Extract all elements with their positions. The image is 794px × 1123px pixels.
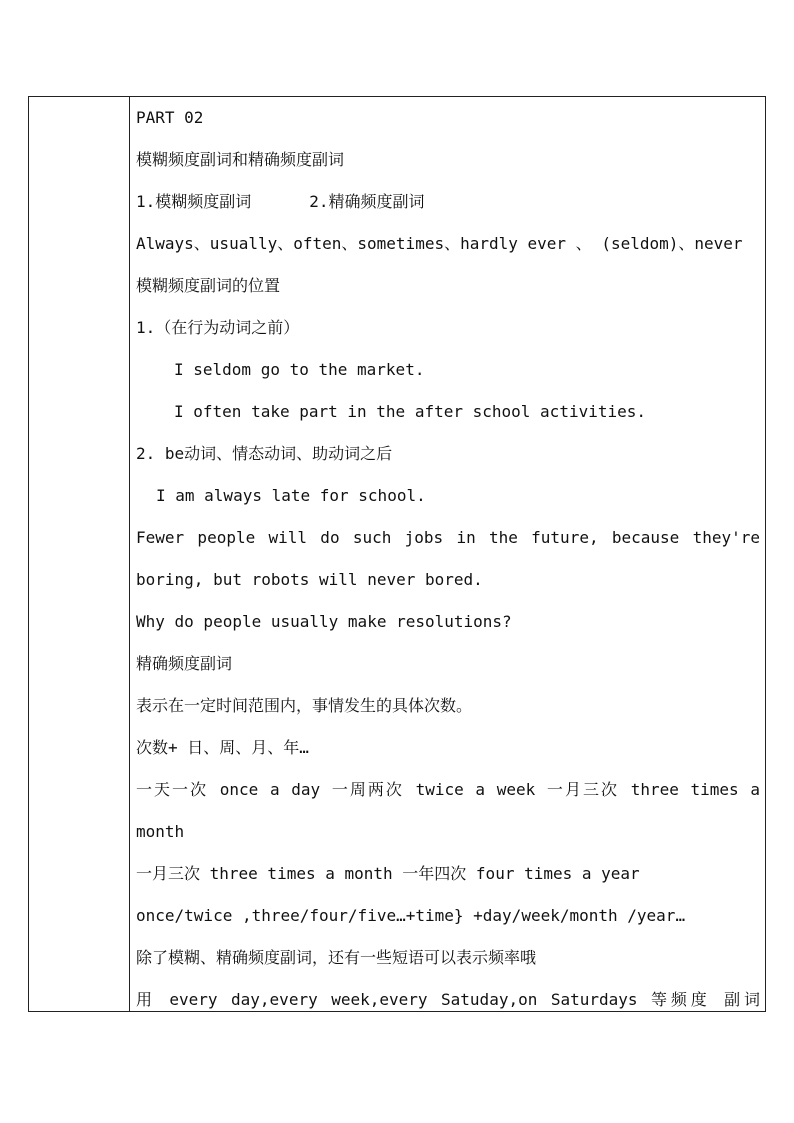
phrase-note: 除了模糊、精确频度副词，还有一些短语可以表示频率哦 [136,948,537,967]
exact-examples: 一天一次 once a day 一周两次 twice a week 一月三次 three times a [136,780,760,799]
exact-pattern: once/twice ,three/four/five…+time} +day/week/month /year… [136,906,686,925]
content-table [28,96,766,1012]
exact-definition: 表示在一定时间范围内，事情发生的具体次数。 [136,696,473,715]
column-divider [129,97,130,1011]
subtopic-list [136,181,425,223]
part-heading: PART 02 [136,108,204,127]
rule-1: 1.（在行为动词之前） [136,318,300,337]
example-sentence: I seldom go to the market. [174,360,425,379]
rule-2: 2. be动词、情态动词、助动词之后 [136,444,393,463]
example-question: Why do people usually make resolutions? [136,612,512,631]
example-sentence: I often take part in the after school activities. [174,402,647,421]
exact-heading: 精确频度副词 [136,654,233,673]
adverb-list: Always、usually、often、sometimes、hardly ever 、 (seldom)、never [136,234,743,253]
exact-formula: 次数+ 日、周、月、年… [136,738,309,757]
section-title: 模糊频度副词和精确频度副词 [136,150,345,169]
example-sentence: Fewer people will do such jobs in the future, because they're [136,528,760,547]
subtopic-exact: 2.精确频度副词 [309,192,425,211]
example-sentence-cont: boring, but robots will never bored. [136,570,483,589]
phrase-examples: 用 every day,every week,every Satuday,on Saturdays 等频度 副词 [136,990,760,1009]
subtopic-vague: 1.模糊频度副词 [136,192,252,211]
exact-examples: 一月三次 three times a month 一年四次 four times a year [136,864,640,883]
example-sentence: I am always late for school. [156,486,426,505]
position-heading: 模糊频度副词的位置 [136,276,281,295]
exact-examples-cont: month [136,822,185,841]
